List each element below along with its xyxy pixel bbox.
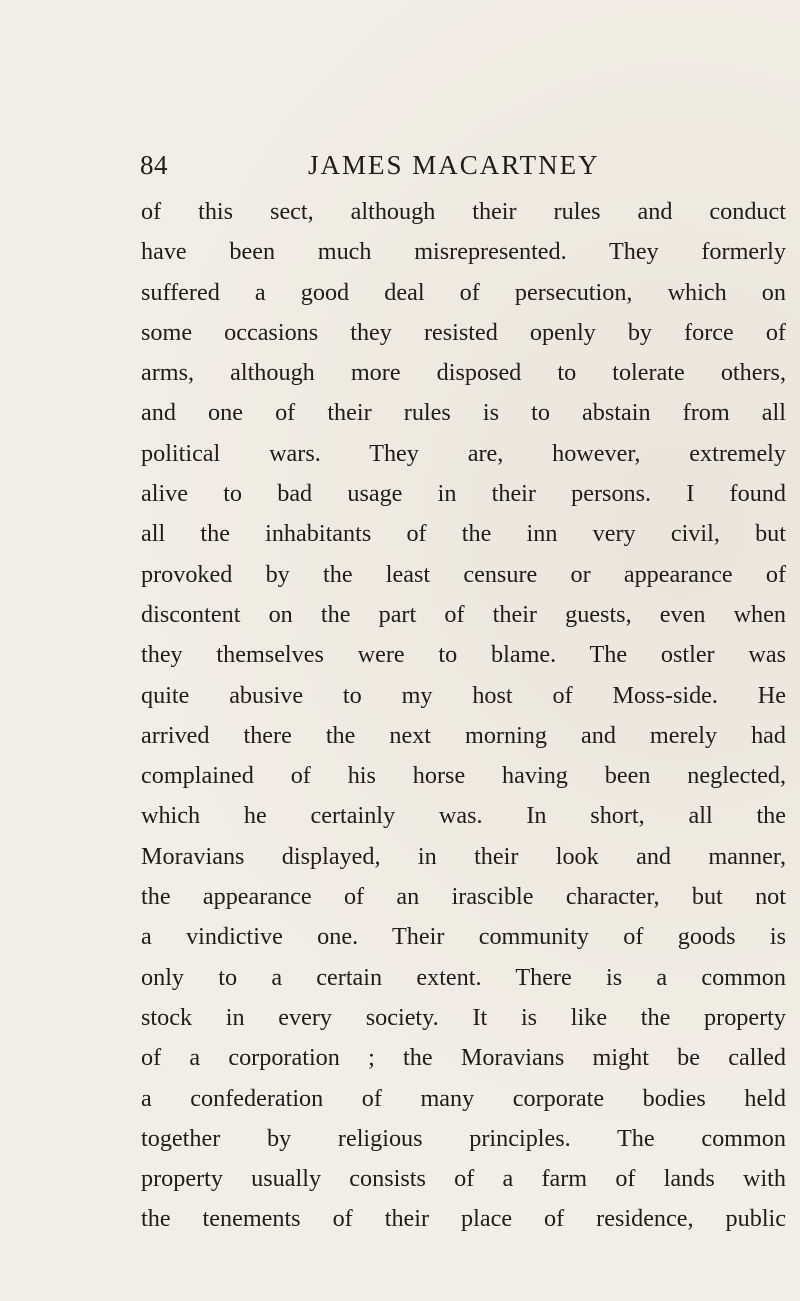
running-head: JAMES MACARTNEY: [308, 150, 600, 180]
text-line: only to a certain extent. There is a common: [141, 963, 786, 991]
text-line: political wars. They are, however, extremely: [141, 439, 786, 467]
text-line: have been much misrepresented. They formerly: [141, 238, 786, 266]
text-line: property usually consists of a farm of lands with: [141, 1165, 786, 1193]
text-line: of a corporation ; the Moravians might be called: [141, 1044, 786, 1072]
text-line: which he certainly was. In short, all the: [141, 802, 786, 830]
page-number: 84: [140, 150, 168, 180]
text-line: a confederation of many corporate bodies held: [141, 1084, 786, 1112]
page-header: [140, 150, 780, 190]
text-line: and one of their rules is to abstain from all: [141, 399, 786, 427]
text-line: alive to bad usage in their persons. I found: [141, 480, 786, 508]
text-line: stock in every society. It is like the property: [141, 1003, 786, 1031]
text-line: a vindictive one. Their community of goods is: [141, 923, 786, 951]
text-line: arrived there the next morning and merely had: [141, 721, 786, 749]
text-line: arms, although more disposed to tolerate others,: [141, 359, 786, 387]
text-line: complained of his horse having been neglected,: [141, 762, 786, 790]
body-text: [141, 192, 786, 1240]
text-line: suffered a good deal of persecution, which on: [141, 278, 786, 306]
text-line: the appearance of an irascible character, but not: [141, 883, 786, 911]
text-line: all the inhabitants of the inn very civil, but: [141, 520, 786, 548]
text-line: they themselves were to blame. The ostler was: [141, 641, 786, 669]
text-line: the tenements of their place of residence, public: [141, 1205, 786, 1233]
text-line: together by religious principles. The common: [141, 1124, 786, 1152]
text-line: discontent on the part of their guests, even when: [141, 600, 786, 628]
text-line: some occasions they resisted openly by force of: [141, 318, 786, 346]
text-line: of this sect, although their rules and conduct: [141, 198, 786, 225]
text-line: provoked by the least censure or appearance of: [141, 560, 786, 588]
text-line: Moravians displayed, in their look and manner,: [141, 842, 786, 870]
text-line: quite abusive to my host of Moss-side. He: [141, 681, 786, 709]
